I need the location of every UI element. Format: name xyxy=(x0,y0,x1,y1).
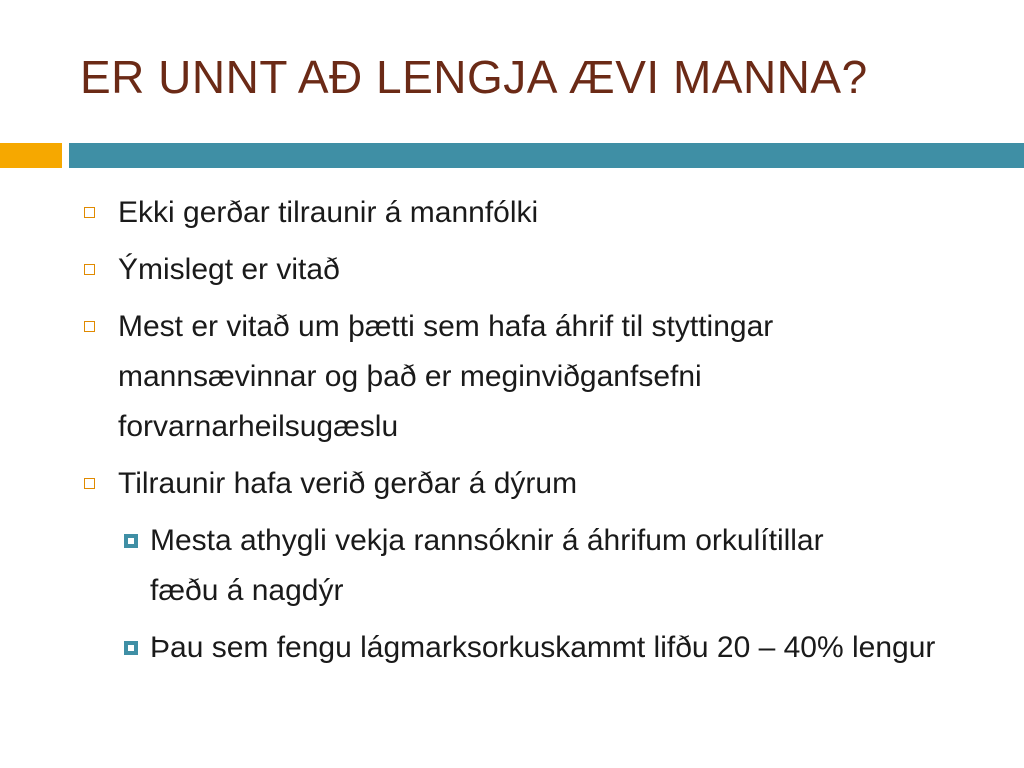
bullet-text: Mest er vitað um þætti sem hafa áhrif til styttingar mannsævinnar og það er meginviðganfsefni forvarnarheilsugæslu xyxy=(118,310,774,443)
sub-bullet-text: Þau sem fengu lágmarksorkuskammt lifðu 20 – 40% lengur xyxy=(150,631,936,664)
bullet-text: Ýmislegt er vitað xyxy=(118,253,340,286)
bullet-item xyxy=(84,245,984,295)
hollow-square-bullet-icon xyxy=(84,478,95,489)
sub-bullet-item xyxy=(124,516,880,616)
hollow-square-bullet-icon xyxy=(84,321,95,332)
filled-square-bullet-icon xyxy=(124,641,138,655)
bullet-item xyxy=(84,302,838,452)
sub-bullet-text: Mesta athygli vekja rannsóknir á áhrifum orkulítillar fæðu á nagdýr xyxy=(150,524,824,607)
bullet-text: Tilraunir hafa verið gerðar á dýrum xyxy=(118,467,578,500)
title-rule-orange xyxy=(0,143,62,168)
bullet-item xyxy=(84,459,984,509)
hollow-square-bullet-icon xyxy=(84,264,95,275)
sub-bullet-item xyxy=(124,623,950,673)
filled-square-bullet-icon xyxy=(124,534,138,548)
bullet-list xyxy=(84,188,984,680)
hollow-square-bullet-icon xyxy=(84,207,95,218)
bullet-item xyxy=(84,188,984,238)
bullet-text: Ekki gerðar tilraunir á mannfólki xyxy=(118,196,539,229)
title-rule-teal xyxy=(69,143,1024,168)
slide-title: ER UNNT AÐ LENGJA ÆVI MANNA? xyxy=(80,51,868,103)
